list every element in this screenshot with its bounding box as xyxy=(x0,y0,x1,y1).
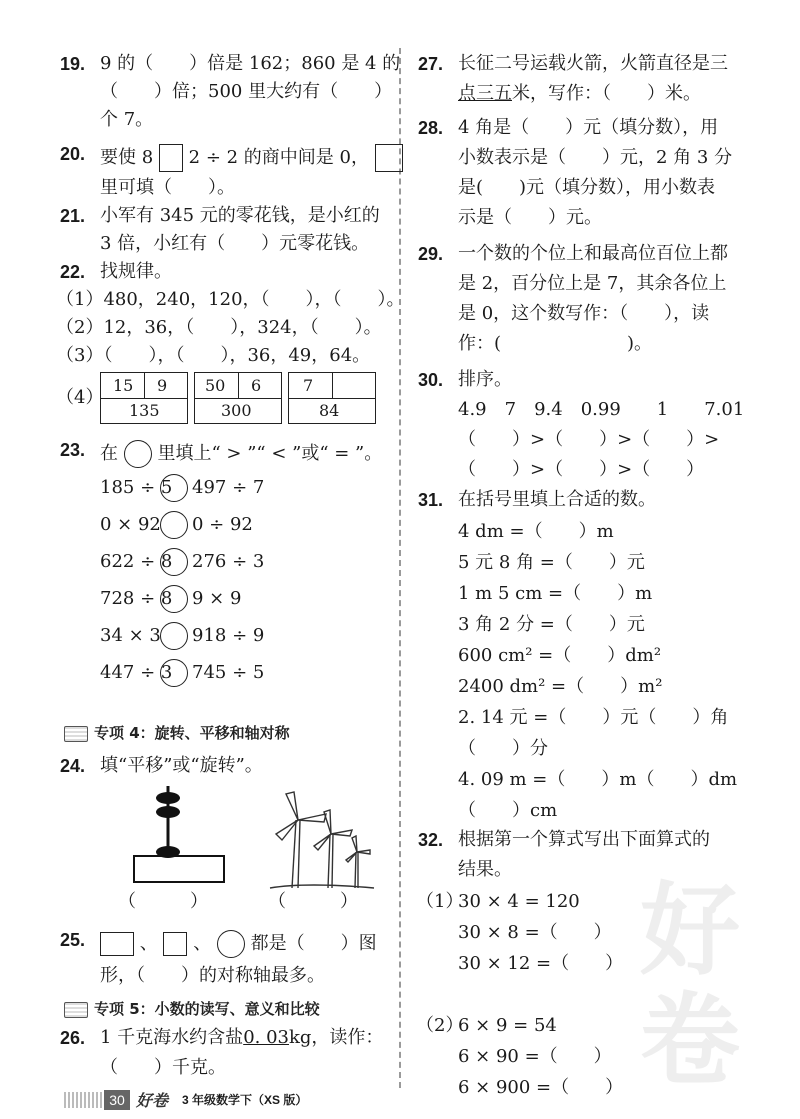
q28-line4: 示是（ ）元。 xyxy=(458,207,602,228)
q26-underlined: 0. 03 xyxy=(243,1027,289,1048)
section-5-title: 专项 5：小数的读写、意义和比较 xyxy=(94,1000,320,1018)
q26-text-b: kg，读作： xyxy=(289,1027,384,1048)
q25-sep-1: 、 xyxy=(139,933,158,954)
q21-line1: 小军有 345 元的零花钱，是小红的 xyxy=(100,205,380,226)
q23-row-right: 918 ÷ 9 xyxy=(192,625,265,646)
puzzle3-a: 7 xyxy=(303,376,314,395)
q31-row: 600 cm² =（ ）dm² xyxy=(458,645,662,666)
q23-row-right: 0 ÷ 92 xyxy=(192,514,253,535)
puzzle2-c: 300 xyxy=(221,401,252,420)
q25-sep-2: 、 xyxy=(193,933,212,954)
q26-number: 26. xyxy=(60,1028,86,1048)
q23-title-b: 里填上“ > ”“ < ”或“ = ”。 xyxy=(157,443,383,464)
q29-line1: 一个数的个位上和最高位百位上都 xyxy=(458,243,728,264)
q25-line2: 形，（ ）的对称轴最多。 xyxy=(100,965,325,986)
q25-line1 xyxy=(100,930,377,958)
q23-row-right: 745 ÷ 5 xyxy=(192,662,265,683)
q20-number: 20. xyxy=(60,144,86,164)
q23-compare-circle[interactable] xyxy=(160,622,188,650)
q23-compare-circle[interactable] xyxy=(160,585,188,613)
q28-line1: 4 角是（ ）元（填分数），用 xyxy=(458,117,719,138)
q23-row-left: 622 ÷ 8 xyxy=(100,551,173,572)
q22-row2: （2）12，36，（ ），324，（ ）。 xyxy=(56,317,382,338)
q32-line2: 结果。 xyxy=(458,859,512,880)
book-icon xyxy=(64,726,88,742)
q23-title-a: 在 xyxy=(100,443,118,464)
q32-group1-label: （1） xyxy=(416,891,464,912)
q21-line2: 3 倍，小红有（ ）元零花钱。 xyxy=(100,233,370,254)
q24-title: 填“平移”或“旋转”。 xyxy=(100,755,263,776)
q31-row: 1 m 5 cm =（ ）m xyxy=(458,583,653,604)
q29-line2: 是 2，百分位上是 7，其余各位上 xyxy=(458,273,727,294)
q27-number: 27. xyxy=(418,54,444,74)
q23-row-right: 276 ÷ 3 xyxy=(192,551,265,572)
q23-row-left: 0 × 92 xyxy=(100,514,161,535)
q19-line2: （ ）倍；500 里大约有（ ） xyxy=(100,81,393,102)
q31-title: 在括号里填上合适的数。 xyxy=(458,489,656,510)
q24-blank-2[interactable]: （ ） xyxy=(268,891,358,912)
q21-number: 21. xyxy=(60,206,86,226)
q24-number: 24. xyxy=(60,756,86,776)
q26-line1 xyxy=(100,1028,383,1048)
puzzle3-c: 84 xyxy=(319,401,340,420)
q31-row: 4. 09 m =（ ）m（ ）dm xyxy=(458,769,738,790)
windmill-figure xyxy=(266,790,376,890)
q27-text: 米，写作：（ ）米。 xyxy=(512,83,701,104)
q31-row: 4 dm =（ ）m xyxy=(458,521,614,542)
q19-number: 19. xyxy=(60,54,86,74)
q23-row-left: 34 × 3 xyxy=(100,625,161,646)
watermark-char-2: 卷 xyxy=(640,982,740,1099)
q20-blank-box[interactable] xyxy=(159,144,183,172)
q27-underlined: 点三五 xyxy=(458,83,512,104)
q30-order-row1: （ ）>（ ）>（ ）> xyxy=(458,429,720,450)
q26-text-a: 1 千克海水约含盐 xyxy=(100,1027,244,1048)
q25-text-c: 都是（ ）图 xyxy=(250,933,377,954)
puzzle1-c: 135 xyxy=(129,401,160,420)
footer-title: 3 年级数学下（XS 版） xyxy=(182,1093,308,1107)
q32-group1-row: 30 × 8 =（ ） xyxy=(458,922,612,943)
column-divider xyxy=(399,48,401,1088)
q20-line2: 里可填（ ）。 xyxy=(100,177,235,198)
q22-puzzle-1 xyxy=(100,372,188,424)
section-4-heading xyxy=(64,722,290,743)
puzzle2-a: 50 xyxy=(205,376,226,395)
q32-group1-row: 30 × 4 = 120 xyxy=(458,891,580,912)
q23-row-left: 447 ÷ 3 xyxy=(100,662,173,683)
q27-line1: 长征二号运载火箭，火箭直径是三 xyxy=(458,53,728,74)
q23-title-circle xyxy=(124,440,152,468)
q29-line3: 是 0，这个数写作：（ ），读 xyxy=(458,303,710,324)
q23-number: 23. xyxy=(60,440,86,460)
q30-number: 30. xyxy=(418,370,444,390)
q22-row3: （3）（ ），（ ），36，49，64。 xyxy=(56,345,371,366)
square-shape xyxy=(163,932,187,956)
q32-group1-row: 30 × 12 =（ ） xyxy=(458,953,624,974)
q23-compare-circle[interactable] xyxy=(160,511,188,539)
q22-title: 找规律。 xyxy=(100,261,172,282)
brand-logo: 好卷 xyxy=(136,1091,169,1110)
q19-line1: 9 的（ ）倍是 162；860 是 4 的 xyxy=(100,53,401,74)
q32-group2-row: 6 × 90 =（ ） xyxy=(458,1046,612,1067)
watermark-char-1: 好 xyxy=(640,872,740,989)
q30-title: 排序。 xyxy=(458,369,512,390)
q22-row4-label: （4） xyxy=(56,387,104,408)
q23-row-right: 497 ÷ 7 xyxy=(192,477,265,498)
q20-text-a: 要使 8 xyxy=(100,147,154,168)
q20-text-b: 2 ÷ 2 的商中间是 0， xyxy=(188,147,369,168)
puzzle1-a: 15 xyxy=(113,376,134,395)
q32-number: 32. xyxy=(418,830,444,850)
q24-blank-1[interactable]: （ ） xyxy=(118,891,208,912)
q27-line2 xyxy=(458,84,701,104)
q32-group2-label: （2） xyxy=(416,1015,464,1036)
puzzle2-b: 6 xyxy=(251,376,262,395)
q22-puzzle-3 xyxy=(288,372,376,424)
q32-line1: 根据第一个算式写出下面算式的 xyxy=(458,829,710,850)
q29-line4: 作：( )。 xyxy=(458,333,653,354)
section-5-heading xyxy=(64,998,320,1019)
abacus-figure xyxy=(130,784,230,884)
q31-row: 2. 14 元 =（ ）元（ ）角 xyxy=(458,707,729,728)
q22-puzzle-2 xyxy=(194,372,282,424)
book-icon xyxy=(64,1002,88,1018)
circle-shape xyxy=(217,930,245,958)
q31-number: 31. xyxy=(418,490,444,510)
q19-line3: 个 7。 xyxy=(100,109,154,130)
q23-row-right: 9 × 9 xyxy=(192,588,242,609)
q23-row-left: 728 ÷ 8 xyxy=(100,588,173,609)
rectangle-shape xyxy=(100,932,134,956)
q23-compare-circle[interactable] xyxy=(160,659,188,687)
puzzle1-b: 9 xyxy=(157,376,168,395)
q22-row1: （1）480，240，120，（ ），（ ）。 xyxy=(56,289,405,310)
q20-line1 xyxy=(100,144,403,172)
q20-blank-box-2[interactable] xyxy=(375,144,403,172)
q22-number: 22. xyxy=(60,262,86,282)
q32-group2-row: 6 × 900 =（ ） xyxy=(458,1077,624,1098)
q31-row: 5 元 8 角 =（ ）元 xyxy=(458,552,645,573)
footer-stripe xyxy=(64,1092,104,1108)
q23-compare-circle[interactable] xyxy=(160,474,188,502)
q31-row: 3 角 2 分 =（ ）元 xyxy=(458,614,645,635)
q23-compare-circle[interactable] xyxy=(160,548,188,576)
q26-line2: （ ）千克。 xyxy=(100,1057,226,1078)
q30-numbers: 4.9 7 9.4 0.99 1 7.01 xyxy=(458,399,745,420)
q28-line3: 是( )元（填分数），用小数表 xyxy=(458,177,716,198)
q23-title xyxy=(100,440,382,468)
q23-row-left: 185 ÷ 5 xyxy=(100,477,173,498)
page-number: 30 xyxy=(104,1090,130,1110)
q25-number: 25. xyxy=(60,930,86,950)
q29-number: 29. xyxy=(418,244,444,264)
q28-number: 28. xyxy=(418,118,444,138)
q31-row: 2400 dm² =（ ）m² xyxy=(458,676,663,697)
q31-row: （ ）分 xyxy=(458,738,548,759)
q32-group2-row: 6 × 9 = 54 xyxy=(458,1015,557,1036)
q28-line2: 小数表示是（ ）元，2 角 3 分 xyxy=(458,147,733,168)
section-4-title: 专项 4：旋转、平移和轴对称 xyxy=(94,724,290,742)
q30-order-row2: （ ）>（ ）>（ ） xyxy=(458,459,705,480)
q31-row: （ ）cm xyxy=(458,800,558,821)
